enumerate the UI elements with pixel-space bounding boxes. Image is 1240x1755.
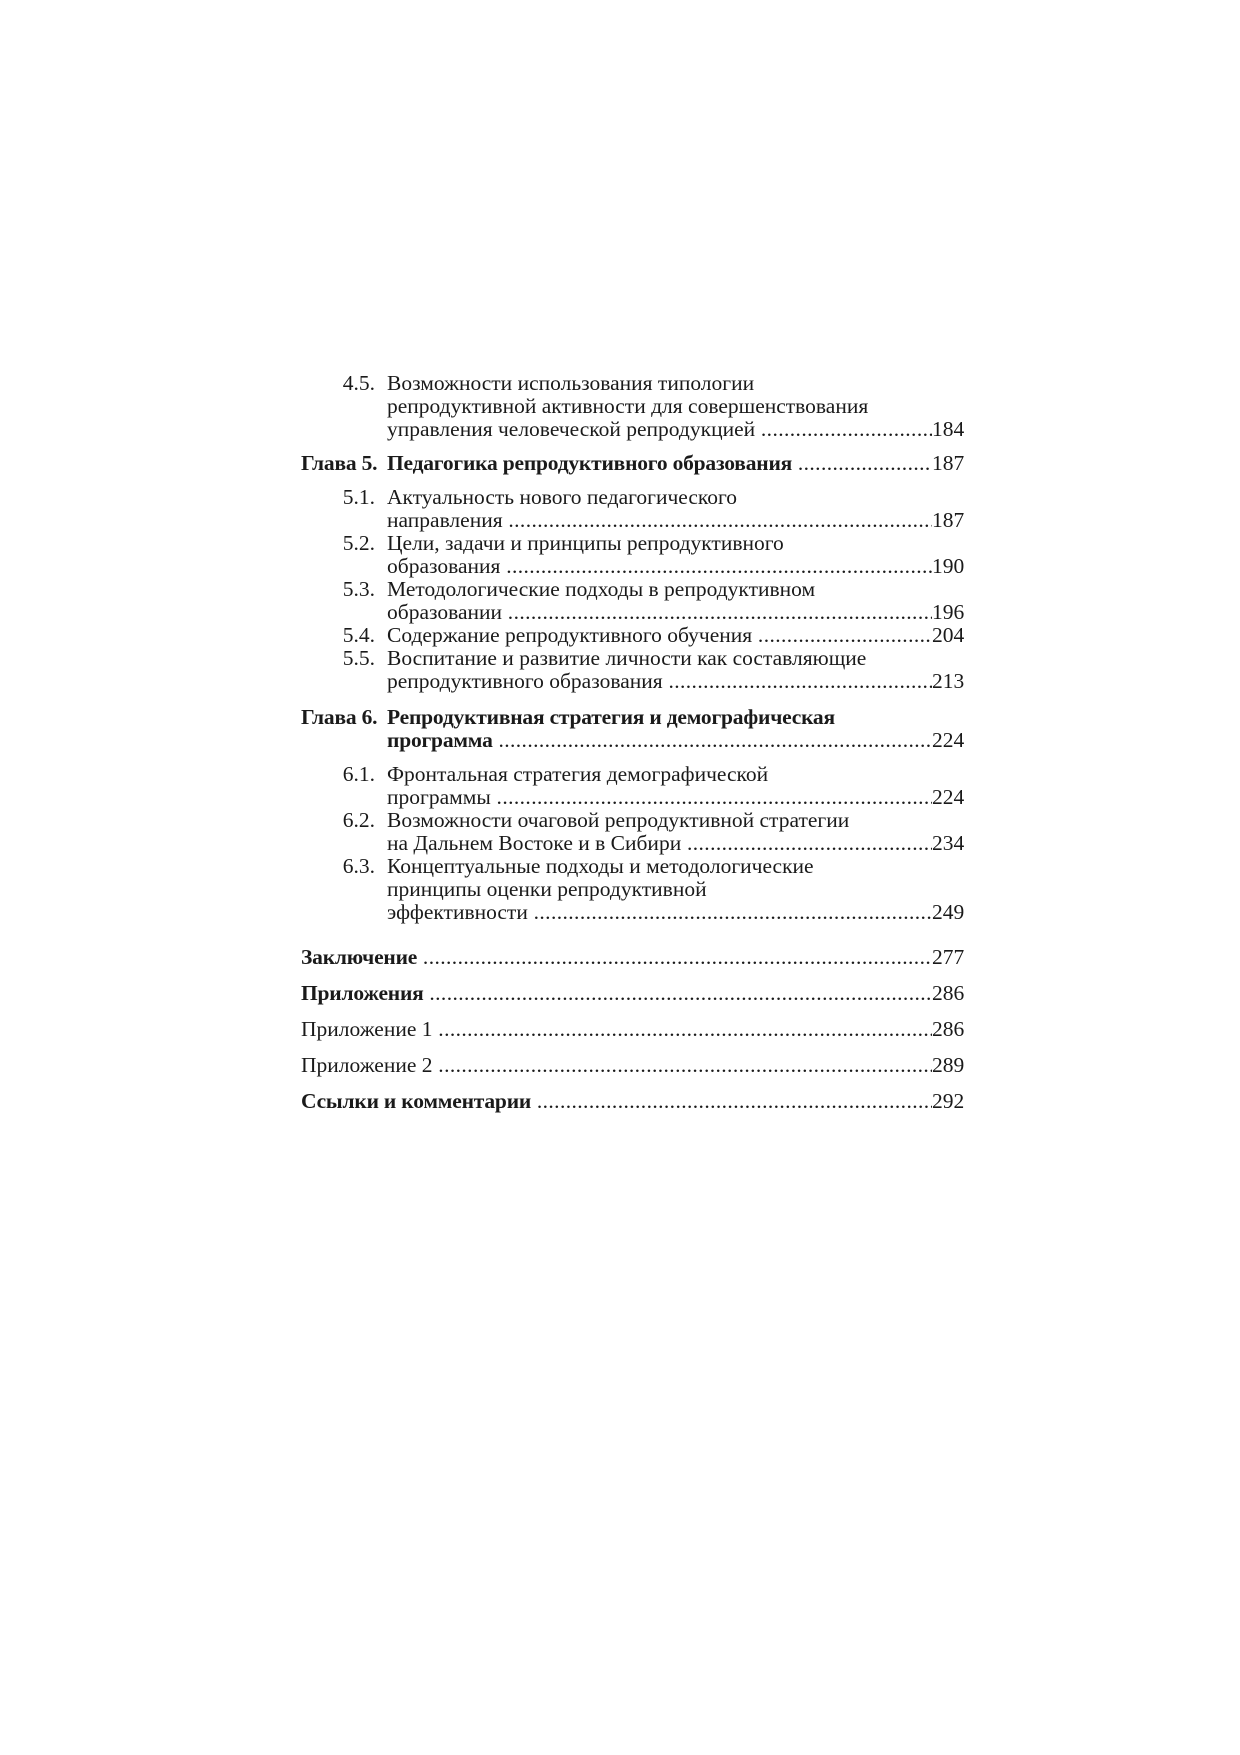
toc-page-number: 292: [932, 1089, 965, 1113]
toc-title-last-line: Приложение 1 .....: [301, 1018, 932, 1041]
toc-entry-title: [387, 452, 932, 475]
toc-entry-number: 6.2.: [342, 808, 375, 832]
toc-title-last-line: Приложения .....: [301, 982, 932, 1005]
toc-title-line: Возможности использования типологии: [387, 372, 755, 395]
toc-title-line: Возможности очаговой репродуктивной стратегии: [387, 809, 850, 832]
toc-entry: [301, 577, 965, 624]
toc-title-last-line: Заключение .....: [301, 946, 932, 969]
toc-title-line: Актуальность нового педагогического: [387, 486, 738, 509]
toc-entry-number: 5.5.: [342, 646, 375, 670]
toc-section: [301, 981, 965, 1005]
toc-page-number: 213: [932, 669, 965, 693]
toc-entry-title: [387, 647, 932, 693]
toc-entry-number: 5.3.: [342, 577, 375, 601]
toc-page-number: 224: [932, 785, 965, 809]
toc-entry-title: [301, 1090, 932, 1113]
toc-entry: [301, 808, 965, 855]
toc-entry-title: [387, 763, 932, 809]
toc-page-number: 286: [932, 981, 965, 1005]
toc-title-line: Методологические подходы в репродуктивном: [387, 578, 816, 601]
toc-title-last-line: программа .....: [387, 729, 932, 752]
toc-entry: [301, 854, 965, 924]
toc-entry: [301, 485, 965, 532]
toc-title-last-line: на Дальнем Востоке и в Сибири .....: [387, 832, 932, 855]
toc-section: [301, 1089, 965, 1113]
toc-page-number: 234: [932, 831, 965, 855]
toc-chapter: [301, 451, 965, 475]
toc-entry-number: 4.5.: [342, 371, 375, 395]
toc-entry-title: [387, 486, 932, 532]
toc-title-last-line: программы .....: [387, 786, 932, 809]
toc-entry: [301, 762, 965, 809]
toc-entry-number: 5.2.: [342, 531, 375, 555]
toc-chapter-number: Глава 5.: [301, 451, 378, 475]
toc-entry-number: 6.3.: [342, 854, 375, 878]
toc-title-line: Фронтальная стратегия демографической: [387, 763, 769, 786]
toc-page-number: 249: [932, 900, 965, 924]
toc-title-last-line: Приложение 2 .....: [301, 1054, 932, 1077]
toc-title-last-line: управления человеческой репродукцией .....: [387, 418, 932, 441]
toc-entry-title: [301, 982, 932, 1005]
toc-chapter-number: Глава 6.: [301, 705, 378, 729]
toc-section: [301, 1053, 965, 1077]
toc-page-number: 187: [932, 451, 965, 475]
toc-page-number: 277: [932, 945, 965, 969]
toc-entry: [301, 371, 965, 441]
toc-title-last-line: Содержание репродуктивного обучения .....: [387, 624, 932, 647]
toc-chapter: [301, 705, 965, 752]
toc-title-last-line: Ссылки и комментарии .....: [301, 1090, 932, 1113]
toc-title-last-line: эффективности .....: [387, 901, 932, 924]
toc-title-last-line: Педагогика репродуктивного образования .....: [387, 452, 932, 475]
toc-page-number: 187: [932, 508, 965, 532]
toc-entry-number: 5.4.: [342, 623, 375, 647]
toc-page-number: 204: [932, 623, 965, 647]
toc-page-number: 184: [932, 417, 965, 441]
toc-title-last-line: образования .....: [387, 555, 932, 578]
toc-entry-title: [387, 532, 932, 578]
toc-title-line: Концептуальные подходы и методологические: [387, 855, 814, 878]
toc-entry-title: [301, 1018, 932, 1041]
toc-entry-title: [387, 578, 932, 624]
toc-title-line: Цели, задачи и принципы репродуктивного: [387, 532, 784, 555]
toc-title-line: Воспитание и развитие личности как составляющие: [387, 647, 867, 670]
toc-entry: [301, 623, 965, 647]
toc-page-number: 224: [932, 728, 965, 752]
toc-entry-number: 5.1.: [342, 485, 375, 509]
toc-section: [301, 1017, 965, 1041]
toc-entry-title: [387, 855, 932, 924]
toc-entry-title: [301, 946, 932, 969]
toc-title-line: Репродуктивная стратегия и демографическая: [387, 706, 835, 729]
toc-title-line: принципы оценки репродуктивной: [387, 877, 707, 901]
toc-entry: [301, 646, 965, 693]
toc-entry-number: 6.1.: [342, 762, 375, 786]
toc-page-number: 196: [932, 600, 965, 624]
toc-title-line: репродуктивной активности для совершенствования: [387, 394, 869, 418]
toc-entry: [301, 531, 965, 578]
toc-entry-title: [387, 624, 932, 647]
toc-entry-title: [387, 809, 932, 855]
toc-title-last-line: образовании .....: [387, 601, 932, 624]
toc-entry-title: [387, 706, 932, 752]
toc-section: [301, 945, 965, 969]
toc-title-last-line: направления .....: [387, 509, 932, 532]
toc-entry-title: [301, 1054, 932, 1077]
toc-title-last-line: репродуктивного образования .....: [387, 670, 932, 693]
toc-page-number: 286: [932, 1017, 965, 1041]
table-of-contents: [301, 371, 965, 1113]
toc-page-number: 190: [932, 554, 965, 578]
toc-entry-title: [387, 372, 932, 441]
toc-page-number: 289: [932, 1053, 965, 1077]
